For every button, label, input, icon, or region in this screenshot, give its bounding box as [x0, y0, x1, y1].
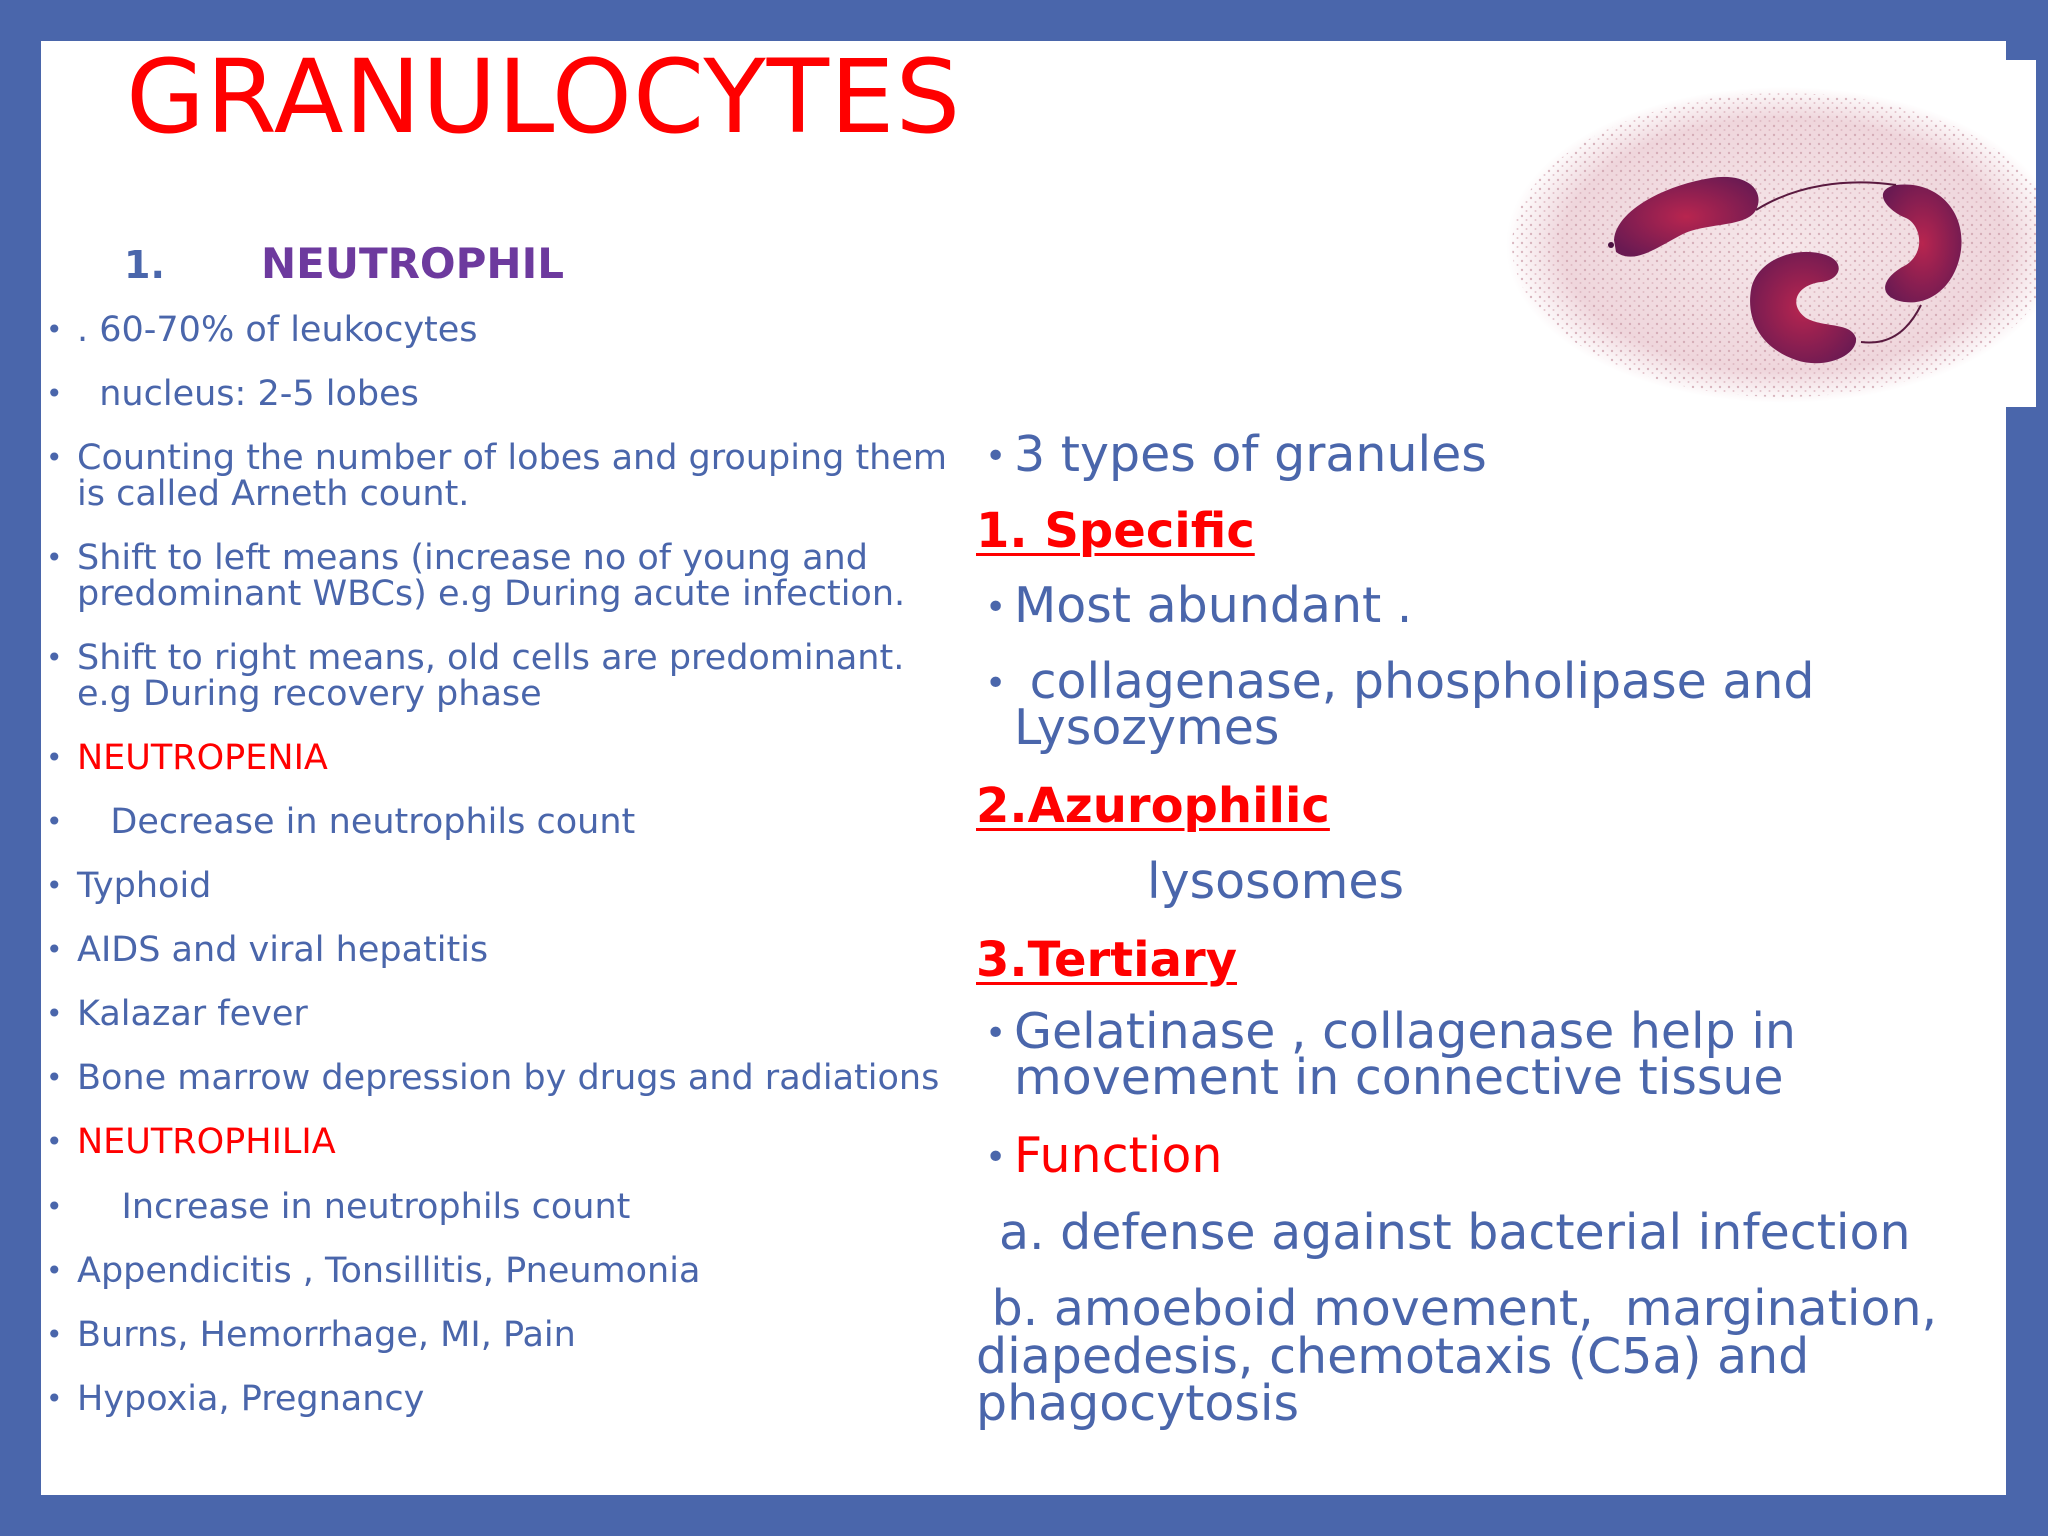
- list-item: Decrease in neutrophils count: [77, 802, 636, 842]
- tertiary-item: Gelatinase , collagenase help in: [1014, 1003, 1796, 1060]
- function-b-continuation: diapedesis, chemotaxis (C5a) and: [976, 1328, 1810, 1385]
- list-item-neutropenia: NEUTROPENIA: [77, 738, 328, 778]
- tertiary-item-continuation: movement in connective tissue: [1014, 1049, 1784, 1106]
- function-label: Function: [1014, 1127, 1223, 1184]
- list-item: . 60-70% of leukocytes: [77, 310, 478, 350]
- list-item-continuation: predominant WBCs) e.g During acute infection.: [77, 574, 906, 614]
- bullet: •: [985, 1137, 1007, 1178]
- bullet: •: [46, 1190, 63, 1223]
- granules-intro: 3 types of granules: [1014, 426, 1487, 483]
- function-b: b. amoeboid movement, margination,: [976, 1280, 1938, 1337]
- heading-text: NEUTROPHIL: [261, 239, 564, 288]
- bullet: •: [46, 869, 63, 902]
- bullet: •: [46, 377, 63, 410]
- list-item: Counting the number of lobes and grouping them: [77, 438, 947, 478]
- specific-item-continuation: Lysozymes: [1014, 699, 1280, 756]
- list-item: AIDS and viral hepatitis: [77, 930, 489, 970]
- neutrophil-heading: [124, 239, 564, 288]
- neutrophil-cell-illustration: [1466, 60, 2036, 407]
- bullet: •: [985, 663, 1007, 704]
- list-item: Shift to right means, old cells are predominant.: [77, 638, 905, 678]
- list-item: Shift to left means (increase no of young and: [77, 538, 868, 578]
- list-item: nucleus: 2-5 lobes: [77, 374, 419, 414]
- bullet: •: [46, 1125, 63, 1158]
- bullet: •: [46, 313, 63, 346]
- tertiary-heading: 3.Tertiary: [976, 932, 1237, 988]
- function-b-continuation: phagocytosis: [976, 1375, 1300, 1432]
- bullet: •: [46, 1318, 63, 1351]
- specific-item: Most abundant .: [1014, 577, 1413, 634]
- azurophilic-text: lysosomes: [1147, 853, 1405, 910]
- bullet: •: [46, 1382, 63, 1415]
- list-item: Burns, Hemorrhage, MI, Pain: [77, 1315, 576, 1355]
- slide-title: GRANULOCYTES: [126, 38, 962, 157]
- list-item-continuation: is called Arneth count.: [77, 474, 470, 514]
- list-item: Increase in neutrophils count: [77, 1187, 631, 1227]
- bullet: •: [46, 541, 63, 574]
- list-item: Typhoid: [77, 866, 212, 906]
- bullet: •: [46, 1254, 63, 1287]
- specific-item: collagenase, phospholipase and: [1014, 653, 1815, 710]
- list-item: Bone marrow depression by drugs and radiations: [77, 1058, 940, 1098]
- azurophilic-heading: 2.Azurophilic: [976, 778, 1330, 834]
- bullet: •: [46, 441, 63, 474]
- specific-heading: 1. Specific: [976, 503, 1255, 559]
- list-item: Appendicitis , Tonsillitis, Pneumonia: [77, 1251, 701, 1291]
- bullet: •: [985, 1013, 1007, 1054]
- bullet: •: [46, 741, 63, 774]
- heading-number: 1.: [124, 243, 165, 287]
- list-item: Kalazar fever: [77, 994, 308, 1034]
- list-item-neutrophilia: NEUTROPHILIA: [77, 1122, 336, 1162]
- bullet: •: [46, 641, 63, 674]
- bullet: •: [46, 997, 63, 1030]
- function-a: a. defense against bacterial infection: [999, 1204, 1911, 1261]
- bullet: •: [985, 587, 1007, 628]
- bullet: •: [46, 933, 63, 966]
- bullet: •: [46, 805, 63, 838]
- bullet: •: [46, 1061, 63, 1094]
- list-item-continuation: e.g During recovery phase: [77, 674, 542, 714]
- neutrophil-image: [1466, 60, 2036, 407]
- bullet: •: [985, 436, 1007, 477]
- list-item: Hypoxia, Pregnancy: [77, 1379, 425, 1419]
